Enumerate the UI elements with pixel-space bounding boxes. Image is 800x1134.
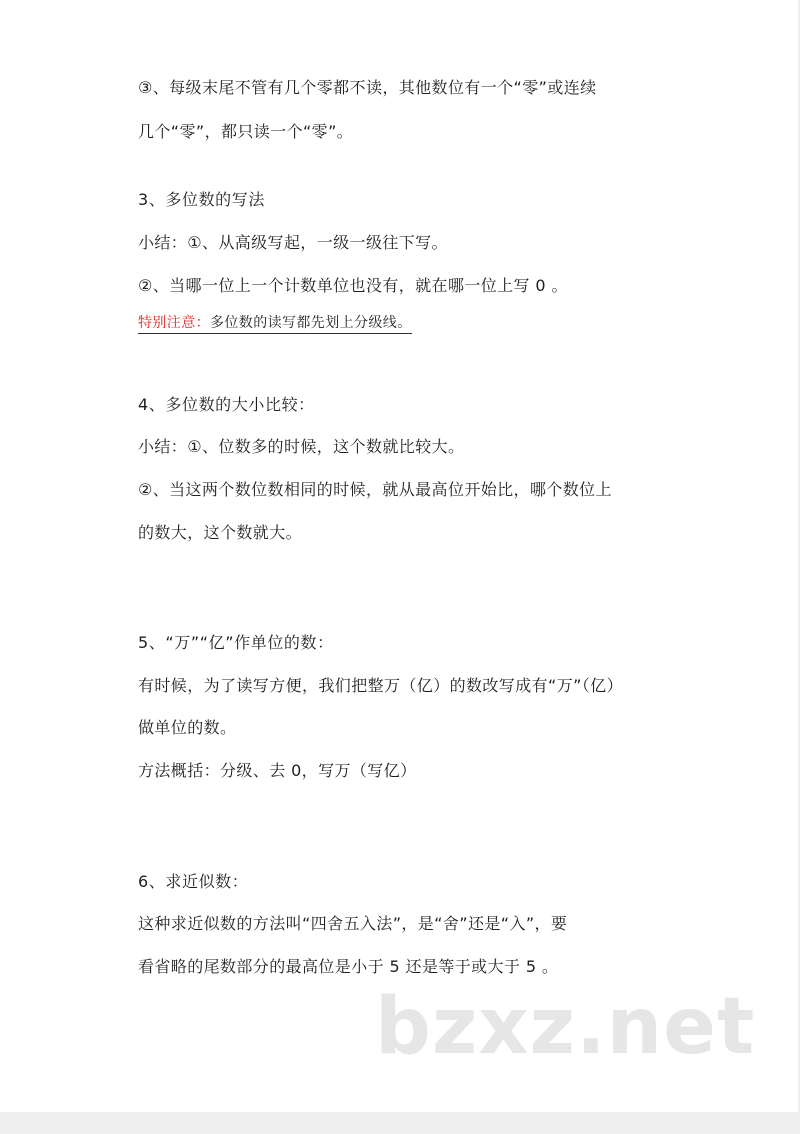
section3-heading: 3、多位数的写法	[138, 190, 265, 209]
section3-summary-1: 小结：①、从高级写起，一级一级往下写。	[138, 233, 448, 252]
note-label: 特别注意：	[138, 315, 210, 331]
watermark: bzxz.net	[375, 982, 756, 1072]
section4-summary-1: 小结：①、位数多的时候，这个数就比较大。	[138, 437, 465, 456]
section4-summary-2-line-2: 的数大，这个数就大。	[138, 523, 303, 542]
note-text: 多位数的读写都先划上分级线。	[210, 315, 412, 331]
section6-body-line-1: 这种求近似数的方法叫“四舍五入法”，是“舍”还是“入”，要	[138, 914, 568, 933]
section6-body-line-2: 看省略的尾数部分的最高位是小于 5 还是等于或大于 5 。	[138, 957, 559, 976]
rule3-line-2: 几个“零”，都只读一个“零”。	[138, 122, 354, 141]
section6-heading: 6、求近似数：	[138, 872, 249, 891]
section5-body-line-2: 做单位的数。	[138, 718, 237, 737]
page-bottom-edge	[0, 1112, 800, 1134]
section5-method: 方法概括：分级、去 0，写万（写亿）	[138, 761, 417, 780]
section4-summary-2-line-1: ②、当这两个数位数相同的时候，就从最高位开始比，哪个数位上	[138, 480, 612, 499]
section5-body-line-1: 有时候，为了读写方便，我们把整万（亿）的数改写成有“万”（亿）	[138, 676, 623, 695]
rule3-line-1: ③、每级末尾不管有几个零都不读，其他数位有一个“零”或连续	[138, 78, 597, 97]
section5-heading: 5、“万”“亿”作单位的数：	[138, 633, 334, 652]
section3-summary-2: ②、当哪一位上一个计数单位也没有，就在哪一位上写 0 。	[138, 276, 568, 295]
section3-note	[138, 314, 412, 334]
section4-heading: 4、多位数的大小比较：	[138, 395, 315, 414]
